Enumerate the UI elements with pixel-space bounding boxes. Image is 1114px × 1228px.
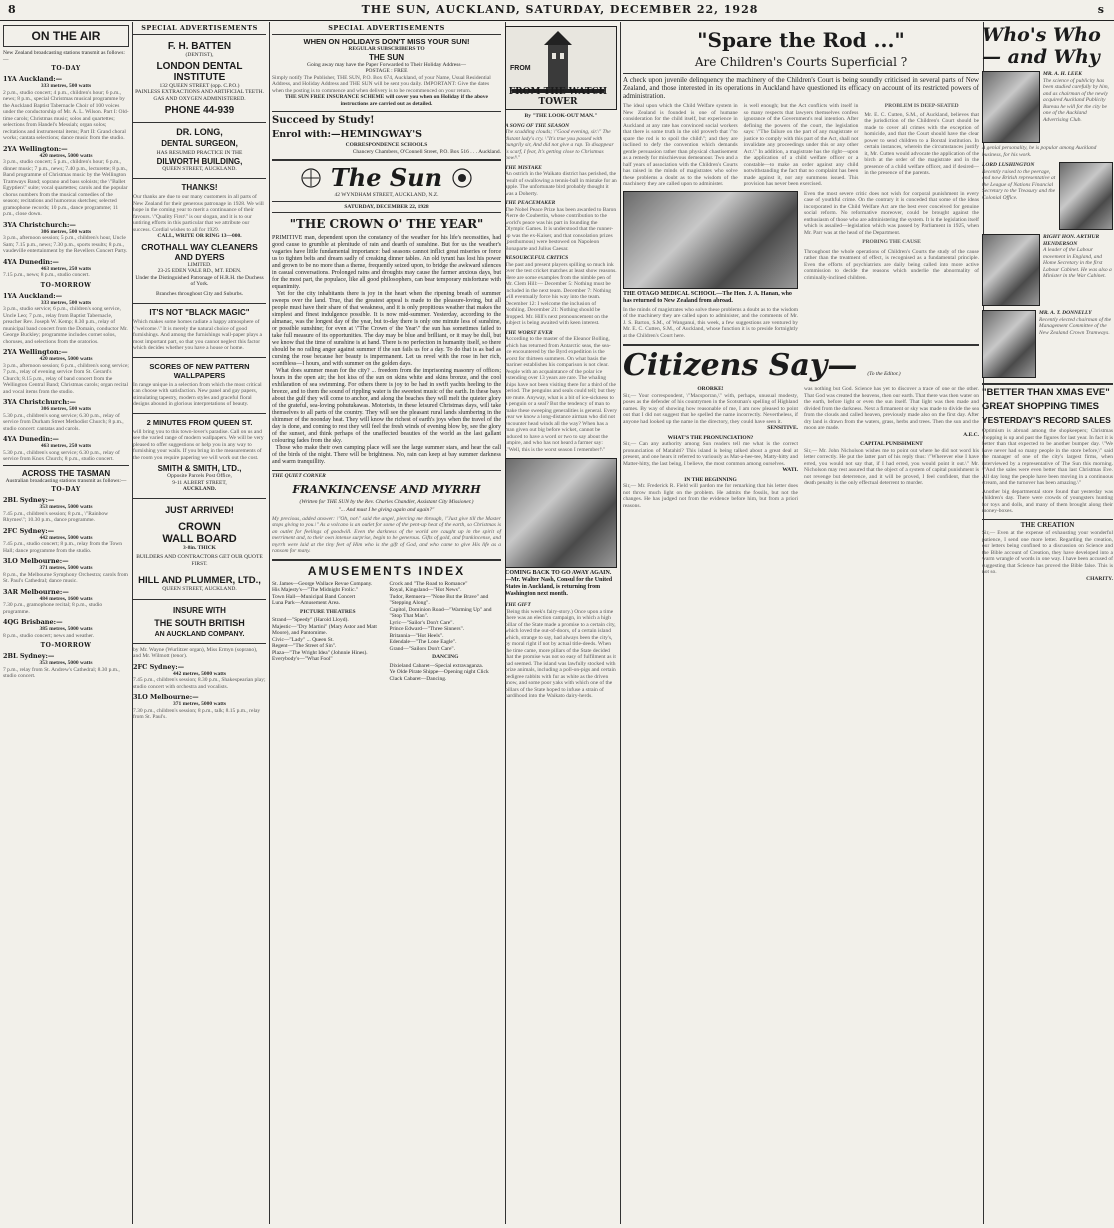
page-title: THE SUN, AUCKLAND, SATURDAY, DECEMBER 22, 1928 xyxy=(361,3,759,16)
crest-icon xyxy=(297,167,325,189)
amusement-item: Tudor, Remuera—"None But the Brave" and "Stepping Along". xyxy=(389,593,489,606)
amusement-item: Dixieland Cabaret—Special extravaganza. xyxy=(389,662,484,669)
amusement-item: Luna Park—Amusement Area. xyxy=(272,600,340,606)
amusement-item: St. James—George Wallace Revue Company. xyxy=(272,580,373,587)
page-header xyxy=(0,0,1114,21)
record-sales-title: YESTERDAY'S RECORD SALES xyxy=(982,415,1111,425)
beginning-heading: IN THE BEGINNING xyxy=(684,476,737,483)
amusement-item: Lyric—"Sailor's Don't Care". xyxy=(389,619,454,626)
stations-today: 1YA Auckland:— 333 metres, 500 watts 2 p.m., studio concert; 4 p.m., children's hour; 6 p.m., news; 8 p.m., special Christmas musical programme by the Auckland Baptist Tabernacle Choir of 100 voices under the conductorship of Mr. A. L. Wilson. Part I: Old-time carols; Christmas music; solos and quartettes; selections from Handel's Messiah; organ solos; recitations and instrumental items; Part II: Grand choral works; cantata selections; dance music from the studio. 2YA Wellington:— 420 metres, 5000 watts 3 p.m., studio concert; 5 p.m., children's hour; 6 p.m., dinner music; 7 p.m., news; 7.40 p.m., lecturette; 8 p.m., Band programme of Christmas music by the Wellington Tramways Band; soprano and bass soloists; the \"Ballet Egyptien\" suite; vocal quartettes; carols and the popular chorus numbers from the musical comedies of the season; recitations and humorous sketches; selected gramophone records; 10 p.m., dance programme; 11 p.m., close down. 3YA Christchurch:— 306 metres, 500 watts 3 p.m., afternoon session; 5 p.m., children's hour, Uncle Sam; 7.15 p.m., news; 7.30 p.m., sports results; 8 p.m., vaudeville entertainment by the Revellers Concert Party. 4YA Dunedin:— 463 metres, 250 watts 7.15 p.m., news; 8 p.m., studio concert. xyxy=(3,75,129,278)
amusement-item: Capitol, Dominion Road—"Warming Up" and "Stop That Man". xyxy=(389,606,492,619)
spare-rod-subtitle: Are Children's Courts Superficial ? xyxy=(694,55,908,69)
whos-who-title: Who's Who— and Why xyxy=(982,24,1101,68)
amusements-index xyxy=(272,564,501,683)
tasman-title: ACROSS THE TASMAN xyxy=(21,468,111,478)
amusement-item: Crock and "The Road to Romance" xyxy=(389,580,468,587)
problem-heading: PROBLEM IS DEEP-SEATED xyxy=(884,103,959,109)
citizens-say-title: Citizens Say— xyxy=(623,348,858,383)
holiday-ad: WHEN ON HOLIDAYS DON'T MISS YOUR SUN! REGULAR SUBSCRIBERS TO THE SUN Going away may have the Paper Forwarded to Their Holiday Address— POSTAGE : FREE Simply notify The Publisher, THE SUN, P.O. Box 674, Auckland, of your Name, Usual Residential Address, and Holiday Address and THE SUN will be sent you daily. IMPORTANT: Give the dates when the posting is to commence and when delivery is to be recommenced on your return. THE SUN FREE INSURANCE SCHEME will cover you when on Holiday if the above instructions are carried out as detailed. xyxy=(272,37,491,107)
batten-phone: PHONE 44-939 xyxy=(164,105,235,116)
masthead-address: 42 WYNDHAM STREET, AUCKLAND, N.Z. xyxy=(334,192,439,198)
crown-wallboard-ad: JUST ARRIVED! CROWN WALL BOARD 3-8in. THICK BUILDERS AND CONTRACTORS GET OUR QUOTE FIRST. HILL AND PLUMMER, LTD., QUEEN STREET, AUCKLAND. xyxy=(136,504,263,592)
station-2ya: 2YA Wellington:— xyxy=(3,144,68,153)
special-ads-heading: SPECIAL ADVERTISEMENTS xyxy=(141,24,258,32)
amusement-item: Regent—"The Street of Sin". xyxy=(272,643,337,649)
stations-tomorrow: 1YA Auckland:— 333 metres, 500 watts 3 p.m., studio service; 6 p.m., children's song service, Uncle Leo; 7 p.m., relay from Baptist Tabernacle, preacher Rev. Joseph W. Kemp; 8.30 p.m., relay of municipal band concert from the Domain, conductor Mr. George Buckley; programme includes cornet solos, choruses, and selections from the oratorios. 2YA Wellington:— 420 metres, 5000 watts 3 p.m., afternoon session; 6 p.m., children's song service; 7 p.m., relay of evening service from St. Gerard's Church; 8.15 p.m., relay of band concert from the Wellington Central Band; Christmas carols; organ recital and vocal items from the studio. 3YA Christchurch:— 306 metres, 500 watts 5.30 p.m., children's song service; 6.30 p.m., relay of service from Durham Street Methodist Church; 8 p.m., studio concert: cantatas and carols. 4YA Dunedin:— 463 metres, 250 watts 5.30 p.m., children's song service; 6.30 p.m., relay of service from Knox Church; 8 p.m., studio concert. xyxy=(3,291,129,462)
amusement-item: His Majesty's—"The Midnight Frolic." xyxy=(272,587,359,593)
amusement-item: Royal, Kingsland—"Hot News". xyxy=(389,587,462,593)
amusement-item: Everybody's—"What Fool" xyxy=(272,656,333,662)
amusement-item: Civic—"Lady" ... Queen St. xyxy=(272,636,334,643)
tasman-subtitle: Australian broadcasting stations transmit as follows:— xyxy=(5,477,127,484)
watch-tower-banner: FROM FROM THE WATCH TOWER xyxy=(505,26,617,110)
whos-who-column: Who's Who— and Why MR. A. H. LEEK The science of publicity has been studied carefully by him, and as chairman of the newly acquired Auckland Publicity Bureau he will for the city be one of the Auckland Advertising Club. A genial personality, he is popular among Auckland business, for his work. LORD LUSHINGTON Recently raised to the peerage, and now British representative at the League of Nations Financial Secretary to the Treasury and the Colonial Office. RIGHT HON. ARTHUR HENDERSON A leader of the Labour movement in England, and Home Secretary in the first Labour Cabinet. He was also a Minister in the War Cabinet. MR. A. T. DONNELLY Recently elected chairman of the Management Committee of the New Zealand Crown Tramways. "BETTER THAN XMAS EVE" GREAT SHOPPING TIMES YESTERDAY'S RECORD SALES Optimism is abroad among the shopkeepers; Christmas shopping is up and past the figures for last year. In fact it is better than that expected to be another bumper day. \"We have never had so many people in the store before,\" said the manager of one of the city's largest firms, when interviewed by a representative of The Sun this morning. \"And the sales were even better than last Christmas Eve. All day long the people have been moving in a continuous stream, and the turnover has been amazing.\" Another big departmental store found that yesterday was children's day. There were crowds of youngsters hunting for toys and dolls, and many of them brought along their money-boxes. THE CREATION Sir,— Even at the expense of exhausting your wonderful patience, I send one more letter. Regarding the creation, our letters being confined to a discussion on Science and the Bible account of Creation, they have developed into a warm wrangle of words in one way. I have been accused of suggesting that Science has proved the Bible false. This is not so. CHARITY. xyxy=(982,24,1113,582)
scores-ad: SCORES OF NEW PATTERN WALLPAPERS In range unique in a selection from which the most critical can choose with satisfaction. New panel and gay papers, stimulating tapestry, modern styles and graceful floral designs abound in glorious interpretations of beauty. xyxy=(133,361,262,407)
donnelly-photo xyxy=(982,310,1036,378)
page-number: 8 xyxy=(8,3,16,16)
amusement-item: Britannia—"Hot Heels". xyxy=(389,632,444,639)
on-air-subtitle: New Zealand broadcasting stations transmit as follows:— xyxy=(3,50,125,63)
amusement-item: Plaza—"The Wright Idea" (Johnnie Hines). xyxy=(272,649,368,656)
amusements-title: AMUSEMENTS INDEX xyxy=(307,563,466,578)
station-1ya: 1YA Auckland:— xyxy=(3,75,63,83)
tasman-stations: 2BL Sydney:— 353 metres, 5000 watts 7.45 p.m., children's session; 8 p.m., \"Rainbow Rhymes\"; 10.30 p.m., dance programme. 2FC Sydney:— 442 metres, 5000 watts 7.45 p.m., studio concert; 8 p.m., relay from the Town Hall; dance programme from the studio. 3LO Melbourne:— 371 metres, 5000 watts 8 p.m., the Melbourne Symphony Orchestra; carols from St. Paul's Cathedral; dance music. 3AR Melbourne:— 484 metres, 1600 watts 7.30 p.m., gramophone recital; 8 p.m., studio programme. 4QG Brisbane:— 385 metres, 5000 watts 8 p.m., studio concert; news and weather. xyxy=(3,496,128,639)
station-3ya: 3YA Christchurch:— xyxy=(3,220,76,229)
spare-rod-intro: A check upon juvenile delinquency the machinery of the Children's Court is being soundly criticised in several parts of New Zealand, and those interested in its operations in Auckland have questioned its efficacy on account of its restricted powers of administration. xyxy=(623,76,979,100)
south-british-ad: INSURE WITH THE SOUTH BRITISH AN AUCKLAND COMPANY. xyxy=(154,605,245,638)
citizens-say-sub: (To the Editor.) xyxy=(867,371,901,377)
thanks-ad: THANKS! Our thanks are due to our many customers in all parts of New Zealand for their generous patronage in 1928. We will hope in the coming year to merit a continuance of their favours. \"Quality First\" is our slogan, and it is to our untiring efforts in this particular that we attribute our success. Cordial wishes to all for 1929. CALL, WRITE OR RING 13—000. CROTHALL WAY CLEANERS AND DYERS LIMITED. 23-25 EDEN VALE RD., MT. EDEN. Under the Distinguished Patronage of H.R.H. the Duchess of York. Branches throughout City and Suburbs. xyxy=(133,183,264,297)
pronunciation-heading: WHAT'S THE PRONUNCIATION? xyxy=(667,434,754,441)
picture-theatres-label: PICTURE THEATRES xyxy=(299,608,356,615)
amusement-item: Grand—"Sailors Don't Care". xyxy=(389,645,456,652)
amusement-item: Prince Edward—"Three Sinners". xyxy=(389,626,465,632)
editorial-body: PRIMITIVE man, dependent upon the constancy of the weather for his life's necessities, had good cause to grumble at plenitude of rain and dearth of sunshine. But for us the weather's vagaries have little fundamental importance: bad seasons cannot inflict great miseries or force us to tighten belts and dream sadly of creaking dinner tables. An old tyrant has lost his power and grown to be no more than a theme, frequently seized upon, to bridge the awkward silences in casual conversations. Prolonged rains and droughts may cause the farmer anxious days, but for the most part, the populace, like all good philosophers, can bear temporary misfortune with equanimity. Yet for the city inhabitants there is joy in the heart when the ripening breath of summer sweeps over the land. True, that the greatest appeal is made to the pleasure-loving, but all people must have their share of that weakness, and it is only propitious weather that makes the simplest and finest indulgence possible. It is now mid-summer. Yesterday, according to the almanac, was the longest day of the year, but to-day there is only one minute less of sunshine, or possible sunshine; for even at \"The Crown o' the Year\" the sun has sometimes failed to take full measure of its opportunities. The day may be blue and brilliant, or it may be dull, but we know that the time of sunshine is at hand. There is no perfection in humanity itself, so there should be no railing anger against summer if the sun fails us for a day. To do that is as bad as cursing the rose because her beauty is impermanent. Let us revel with the rose in her rich, scentbless—I hours, and with summer on the golden days. What does summer mean for the city? ... freedom from the imprisoning masonry of offices; hours in the open air; the hot kiss of the sun on skins white and skins bronze, and the cool exhilaration of sea swimming. For others there is joy to be had in swift yachts heeling to the breeze, and to them the sound of rippling water is the sweetest music of the earth. In these bays about the gulf they will come to anchor, and along the beaches they will melt the quieter glory of the grateful, sea-loving pohutukawas. Motorists, in these leisured Christmas days, will take themselves to all parts of the country. They will see the pleasant rural lands slumbering in the shimmer of the noonday heat. They will know the richest of earth's joys when the travel of the day is done, and coming to rest they will feel the fresh winds of evening blow by, see the glory of the sunset, and think perhaps of the unaffected beauties of the world as the last gallant colouring fades from the sky. Those who make their own camping place will see the large summer stars, and hear the call of the birds of the night. There will be brightness. No, rain can keep at bay summer darkness and warm tranquillity. xyxy=(272,235,501,465)
amusement-item: Strand—"Speedy" (Harold Lloyd). xyxy=(272,617,349,623)
on-the-air-column: ON THE AIR New Zealand broadcasting stations transmit as follows:— TO-DAY 1YA Auckland:— 333 metres, 500 watts 2 p.m., studio concert; 4 p.m., children's hour; 6 p.m., news; 8 p.m., special Christmas musical programme by the Auckland Baptist Tabernacle Choir of 100 voices under the conductorship of Mr. A. L. Wilson. Part I: Old-time carols; Christmas music; solos and quartettes; selections from Handel's Messiah; organ solos; recitations and instrumental items; Part II: Grand choral works; cantata selections; dance music from the studio. 2YA Wellington:— 420 metres, 5000 watts 3 p.m., studio concert; 5 p.m., children's hour; 6 p.m., dinner music; 7 p.m., news; 7.40 p.m., lecturette; 8 p.m., Band programme of Christmas music by the Wellington Tramways Band; soprano and bass soloists; the \"Ballet Egyptien\" suite; vocal quartettes; carols and the popular chorus numbers from the musical comedies of the season; recitations and humorous sketches; selected gramophone records; 10 p.m., dance programme; 11 p.m., close down. 3YA Christchurch:— 306 metres, 500 watts 3 p.m., afternoon session; 5 p.m., children's hour, Uncle Sam; 7.15 p.m., news; 7.30 p.m., sports results; 8 p.m., vaudeville entertainment by the Revellers Concert Party. 4YA Dunedin:— 463 metres, 250 watts 7.15 p.m., news; 8 p.m., studio concert. TO-MORROW 1YA Auckland:— 333 metres, 500 watts 3 p.m., studio service; 6 p.m., children's song service, Uncle Leo; 7 p.m., relay from Baptist Tabernacle, preacher Rev. Joseph W. Kemp; 8.30 p.m., relay of municipal band concert from the Domain, conductor Mr. George Buckley; programme includes cornet solos, choruses, and selections from the oratorios. 2YA Wellington:— 420 metres, 5000 watts 3 p.m., afternoon session; 6 p.m., children's song service; 7 p.m., relay of evening service from St. Gerard's Church; 8.15 p.m., relay of band concert from the Wellington Central Band; Christmas carols; organ recital and vocal items from the studio. 3YA Christchurch:— 306 metres, 500 watts 5.30 p.m., children's song service; 6.30 p.m., relay of service from Durham Street Methodist Church; 8 p.m., studio concert: cantatas and carols. 4YA Dunedin:— 463 metres, 250 watts 5.30 p.m., children's song service; 6.30 p.m., relay of service from Knox Church; 8 p.m., studio concert. ACROSS THE TASMAN Australian broadcasting stations transmit as follows:— TO-DAY 2BL Sydney:— 353 metres, 5000 watts 7.45 p.m., children's session; 8 p.m., \"Rainbow Rhymes\"; 10.30 p.m., dance programme. 2FC Sydney:— 442 metres, 5000 watts 7.45 p.m., studio concert; 8 p.m., relay from the Town Hall; dance programme from the studio. 3LO Melbourne:— 371 metres, 5000 watts 8 p.m., the Melbourne Symphony Orchestra; carols from St. Paul's Cathedral; dance music. 3AR Melbourne:— 484 metres, 1600 watts 7.30 p.m., gramophone recital; 8 p.m., studio programme. 4QG Brisbane:— 385 metres, 5000 watts 8 p.m., studio concert; news and weather. TO-MORROW 2BL Sydney:— 353 metres, 5000 watts 7 p.m., relay from St. Andrew's Cathedral; 8.30 p.m., studio concert. xyxy=(0,22,133,1224)
amusement-item: Edendale—"The Lone Eagle". xyxy=(389,639,457,645)
masthead-date: SATURDAY, DECEMBER 22, 1928 xyxy=(344,203,429,210)
walter-nash-caption: COMING BACK TO GO AWAY AGAIN.—Mr. Walter Nash, Consul for the United States in Auckland, is returning from Washington next month. xyxy=(505,570,613,597)
watch-tower-title: FROM THE WATCH TOWER xyxy=(508,87,608,107)
today-label: TO-DAY xyxy=(51,65,81,72)
special-ads-column: SPECIAL ADVERTISEMENTS F. H. BATTEN (DENTIST), LONDON DENTAL INSTITUTE 132 QUEEN STREET (opp. C.P.O.) PAINLESS EXTRACTIONS AND ARTIFICIAL TEETH. GAS AND OXYGEN ADMINISTERED. PHONE 44-939 DR. LONG, DENTAL SURGEON, HAS RESUMED PRACTICE IN THE DILWORTH BUILDING, QUEEN STREET, AUCKLAND. THANKS! Our thanks are due to our many customers in all parts of New Zealand for their generous patronage in 1928. We will hope in the coming year to merit a continuance of their favours. \"Quality First\" is our slogan, and it is to our untiring efforts in this particular that we attribute our success. Cordial wishes to all for 1929. CALL, WRITE OR RING 13—000. CROTHALL WAY CLEANERS AND DYERS LIMITED. 23-25 EDEN VALE RD., MT. EDEN. Under the Distinguished Patronage of H.R.H. the Duchess of York. Branches throughout City and Suburbs. IT'S NOT "BLACK MAGIC" Which makes some homes radiate a happy atmosphere of \"welcome.\" It is merely the natural choice of good furnishings. And among the furnishings wall-paper plays a most important part, so that you cannot neglect this factor which decides whether you have a house or home. SCORES OF NEW PATTERN WALLPAPERS In range unique in a selection from which the most critical can choose with satisfaction. New panel and gay papers, stimulating tapestry, modern styles and graceful floral designs abound in glorious interpretations of beauty. 2 MINUTES FROM QUEEN ST. will bring you to this town-lover's paradise. Call on us and see the varied range of modern wallpapers. We will be very pleased to offer suggestions or help you in any way to furnishing your walls. If you bring in the measurements of the room you require papering we will work out the cost. SMITH & SMITH, LTD., Opposite Parcels Post Office, 9-11 ALBERT STREET, AUCKLAND. JUST ARRIVED! CROWN WALL BOARD 3-8in. THICK BUILDERS AND CONTRACTORS GET OUR QUOTE FIRST. HILL AND PLUMMER, LTD., QUEEN STREET, AUCKLAND. INSURE WITH THE SOUTH BRITISH AN AUCKLAND COMPANY. by Mr. Wayne (Wurlitzer organ), Miss Ermyn (soprano), and Mr. Wilmott (tenor). 2FC Sydney:— 442 metres, 5000 watts 7.45 p.m., children's session; 8.30 p.m., Shakespearian play; studio concert with orchestra and vocalists. 3LO Melbourne:— 371 metres, 5000 watts 7.30 p.m., children's session; 8 p.m., talk; 8.15 p.m., relay from St. Paul's. xyxy=(130,22,270,1224)
great-shopping-title: GREAT SHOPPING TIMES xyxy=(982,401,1100,412)
henderson-photo xyxy=(982,234,1040,306)
on-air-title: ON THE AIR xyxy=(3,25,129,47)
dancing-label: DANCING xyxy=(432,654,459,660)
editorial-title: "THE CROWN O' THE YEAR" xyxy=(289,217,484,231)
hemingway-ad: Succeed by Study! Enrol with:—HEMINGWAY'S CORRESPONDENCE SCHOOLS Chancery Chambers, O'Connell Street, P.O. Box 516 . . . Auckland. xyxy=(272,115,501,155)
queen-st-ad: 2 MINUTES FROM QUEEN ST. will bring you to this town-lover's paradise. Call on us and see the varied range of modern wallpapers. We will be very pleased to offer suggestions or help you in any way to furnishing your walls. If you bring in the measurements of the room you require papering we will work out the cost. SMITH & SMITH, LTD., Opposite Parcels Post Office, 9-11 ALBERT STREET, AUCKLAND. xyxy=(133,417,264,492)
black-magic-ad: IT'S NOT "BLACK MAGIC" Which makes some homes radiate a happy atmosphere of \"welcome.\" It is merely the natural choice of good furnishings. And among the furnishings wall-paper plays a most important part, so that you cannot neglect this factor which decides whether you have a house or home. xyxy=(133,308,262,351)
amusement-item: Majestic—"Dry Martini" (Mary Astor and Matt Moore), and Pantomime. xyxy=(272,623,377,636)
children-courts-column: "Spare the Rod ..." Are Children's Courts Superficial ? A check upon juvenile delinquency the machinery of the Children's Court is being soundly criticised in several parts of New Zealand, and those interested in its operations in Auckland have questioned its efficacy on account of its restricted powers of administration. The ideal upon which the Child Welfare system in New Zealand is founded is one of humane consideration for the child itself, but experience in Auckland at any rate has convinced social workers that there is some truth in the old proverb that \"to spare the rod is to spoil the child\"; and they are inclined to defy the convention which demands gentle persuasion rather than physical chastisement as a remedy for mischievous demeanour. Two and a half years of association with the Children's Courts has raised in the minds of magistrates who solve these problems a doubt as to the wisdom of the machinery they are called upon to administer. is well enough; but the Act conflicts with itself in so many respects that lawyers themselves confess ignorance of the Government's real intention. After defining the powers of the court, the legislation says: \"The failure on the part of any magistrate or justice to comply with this part of the Act, shall not invalidate any proceedings under this or any other Act.\" In addition, a magistrate has the right—upon the application of a child welfare officer or a constable—to make an order against any child notwithstanding the fact that no complaint has been made against it, nor any summons issued. This provision has never been exercised. PROBLEM IS DEEP-SEATED Mr. E. C. Cutten, S.M., of Auckland, believes that the jurisdiction of the Children's Court should be made to cover all crimes with the exception of homicide, and that the Court should have the clear power to send children to a Borstal institution. In certain instances, wherein the circumstances justify it, Mr. Cutten would advocate the application of the birch at the order of the magistrate and in the presence of a child welfare officer, and if desired—in the presence of the parents. THE OTAGO MEDICAL SCHOOL—The Hon. J. A. Hanan, who has returned to New Zealand from abroad. In the minds of magistrates who solve these problems a doubt as to the wisdom of the machinery they are called upon to administer, and the comments of Mr. J. S. Barton, S.M., of Wanganui, this week, a few suggestions are ventured by Mr. E. C. Cutten, S.M., of Auckland, whose function it is to preside fortnightly at the Children's Court here. Even the most severe critic does not wish for corporal punishment in every case of youthful crime. On the contrary it is conceded that some of the ideas incorporated in the Child Welfare Act are the best ever conceived for genuine social reform. No reformative moreover, could be brought against the enthusiasm of those who are administering the system. It is the legislation itself which is assailed—legislation which was passed by Parliament in 1925, when Mr. Parr was at the head of the Department. PROBING THE CAUSE Throughout the whole operations of Children's Courts the study of the cause rather than the treatment of effect, is recognised as a fundamental principle. Even the efforts of psychiatrists are daily being called into more active commission to decide the reasons which underlie the abnormality of criminally-inclined children. Citizens Say— (To the Editor.) ORORKE! Sir,— Your correspondent, \"Macsporran,\" with, perhaps, unusual modesty, poses as the defender of his countrymen in the Scotsman's spelling of Highland names. By way of showing how reasonable of me, I am now pleased to point out that I did not suggest that he spelled the name incorrectly. Nevertheless, if anyone had looked up the name in the directory, they could have seen it. SENSITIVE. WHAT'S THE PRONUNCIATION? Sir,— Can any authority among Sun readers tell me what is the correct pronunciation of Matahiti? This island is being talked about a great deal at present, and one hears it referred to variously as Mat-a-hee-tee, Matty-hitty and Matter-hitty, the last being, I believe, the most common among ourselves. WATI. IN THE BEGINNING Sir,— Mr. Frederick R. Field will pardon me for remarking that his letter does not throw much light on the problem. He admits the fossils, but not the changes. He has judged not from the evidence before him, but from a priori reasons. was nothing but God. Science has yet to discover a trace of one or the other. That God was created the heavens, then our earth. That there was then water on the earth, before light or even the sun itself. That light was then made and divided from the darkness. Next a firmament or sky was made to divide the sea from the clouds and called heaven, previously made also on the first day. After dry land is drawn from the waters, grass, herbs and trees. Then the sun and the moon are made. A.E.C. CAPITAL PUNISHMENT Sir,— Mr. John Nicholson wishes me to point out where he did not word his letter correctly. He put the latter part of his reply thus: \"Wherever else I have erred, you would not say that, if I had erred, you would point it out.\" Mr. Nicholson may rest assured that the object of a system of capital punishment is not revenge but deterrence, and it will be proved, I feel confident, that the death penalty is the only effectual deterrent to murder. xyxy=(619,22,984,1224)
lushington-photo xyxy=(1059,162,1113,230)
quiet-corner: THE QUIET CORNER FRANKINCENSE AND MYRRH (Written for THE SUN by the Rev. Charles Chandler, Assistant City Missioner.) "... And must I be giving again and again?" My precious, added answer: \"Oh, not\" said the angel, piercing me through, \"Just give till the Master stops giving to you.\" As a volcano is an outlet for some of the pent-up heat of the earth, so Christmas is an outlet for feelings of goodwill. Even the darkness of the world are caught up in the spirit of merriment and, to their own intense surprise, begin to be generous. Gifts of gold, and frankincense, and myrrh were laid at the tiny feet of Him who is the gift of God, and who came to give His life as a ransom for many. xyxy=(272,473,501,554)
amusement-item: Town Hall—Municipal Band Concert xyxy=(272,593,356,600)
editorial-column xyxy=(268,22,506,1224)
watch-tower-column: FROM FROM THE WATCH TOWER By "THE LOOK-OUT MAN." A SONG OF THE SEASON The scudding clouds; \"Good evening, sir.\" The distant lady's cry. \"It's true you passed with hungrily sir, And did not give a rap. To disappear is scarf, I fear, It's getting close to Christmas now!\" THE MISTAKE An ostrich in the Waikato district has perished, the result of swallowing a tennis-ball in mistake for an apple. The unfortunate bird probably thought it was a Doherty. THE PEACEMAKER The Nobel Peace Prize has been awarded to Baron Pierre de Coubertin, whose contribution to the world's peace was his part in founding the Olympic Games. It is understood that the runner-up was the ex-Kaiser, and that consolation prizes (posthumous) were bestowed on Napoleon Bonaparte and Julius Caesar. RESOURCEFUL CRITICS The past and present players spilling so much ink over the test cricket matches at least show reasons. Here are some examples from the nimble pen of Mr. Clem Hill:— December 5: Nothing must be included in the next team. December 7: Nothing will eventually force his way into the team. December 12: I welcome the inclusion of Nothling. December 21: Nothing should be dropped. Mr. Hill's next pronouncement on the subject is being awaited with keen interest. THE WORST EVER According to the master of the Eleanor Bolling, which has returned from Antarctic seas, the sea-ice encountered by the Byrd expedition is the worst for thirteen summers. On what basis the mariner establishes his comparison is not clear. People with an acquaintance of the polar ice extending over 13 years are rare. The whaling ships have not been visiting there for a third of the period. The penguins and seals could tell; but they are mute. Anyway, what is a bit of ice-sickness to a penguin or a seal? But the tendency of man to make these sweeping generalities is general. Every year we know a long-distance airman who did not encounter head winds all the way? When has a man given out big before wicket, cannot be induced to have a word or two to say about the umpire, and who has not heard a farmer say: \"Well, this is the worst season I remember!\" COMING BACK TO GO AWAY AGAIN.—Mr. Walter Nash, Consul for the United States in Auckland, is returning from Washington next month. THE GIFT (Being this week's fairy-story.) Once upon a time there was an election campaign, in which a high pillar of the State made a promise to a certain city, which loved the out-of-doors, of a certain island which, strange to say, had always been the city's, by moral right if not by actual title-deeds. When the time came, more pillars of the State decided that the promise was not so easy of fulfilment as it had seemed. The island was lawfully stocked with prize animals, including a poll-on-pigs and certain pedigree rabbits with fur as white as the driven snow, and some poor yaks with which one of the pillars of the State hoped to infuse a strain of hardihood into the Waikato dairy-herds. xyxy=(502,22,621,1224)
hanan-photo xyxy=(623,191,798,289)
batten-ad: F. H. BATTEN (DENTIST), LONDON DENTAL INSTITUTE 132 QUEEN STREET (opp. C.P.O.) PAINLESS EXTRACTIONS AND ARTIFICIAL TEETH. GAS AND OXYGEN ADMINISTERED. PHONE 44-939 xyxy=(133,41,266,116)
quiet-corner-title: FRANKINCENSE AND MYRRH xyxy=(292,482,481,496)
ororke-heading: ORORKE! xyxy=(697,386,724,392)
probing-heading: PROBING THE CAUSE xyxy=(862,239,921,245)
creation-heading: THE CREATION xyxy=(1020,520,1075,529)
holiday-heading: SPECIAL ADVERTISEMENTS xyxy=(328,24,445,32)
emblem-icon xyxy=(448,167,476,189)
capital-punishment-heading: CAPITAL PUNISHMENT xyxy=(860,441,923,447)
walter-nash-photo xyxy=(505,458,617,568)
masthead xyxy=(272,163,501,213)
leek-photo xyxy=(982,71,1040,143)
masthead-title: The Sun xyxy=(330,163,443,192)
amusement-item: Ye Olde Pirate Shippe—Opening night Click Clack Cabaret—Dancing. xyxy=(389,669,489,682)
hanan-caption: THE OTAGO MEDICAL SCHOOL—The Hon. J. A. Hanan, who has returned to New Zealand from abroad. xyxy=(623,290,792,304)
tomorrow-label: TO-MORROW xyxy=(40,281,92,289)
watch-tower-byline: By "THE LOOK-OUT MAN." xyxy=(524,113,598,119)
spare-rod-title: "Spare the Rod ..." xyxy=(697,28,905,52)
xmas-eve-title: "BETTER THAN XMAS EVE" xyxy=(982,387,1110,398)
page-corner: s xyxy=(1097,3,1104,16)
long-ad: DR. LONG, DENTAL SURGEON, HAS RESUMED PRACTICE IN THE DILWORTH BUILDING, QUEEN STREET, AUCKLAND. xyxy=(156,127,243,172)
station-4ya: 4YA Dunedin:— xyxy=(3,257,59,266)
